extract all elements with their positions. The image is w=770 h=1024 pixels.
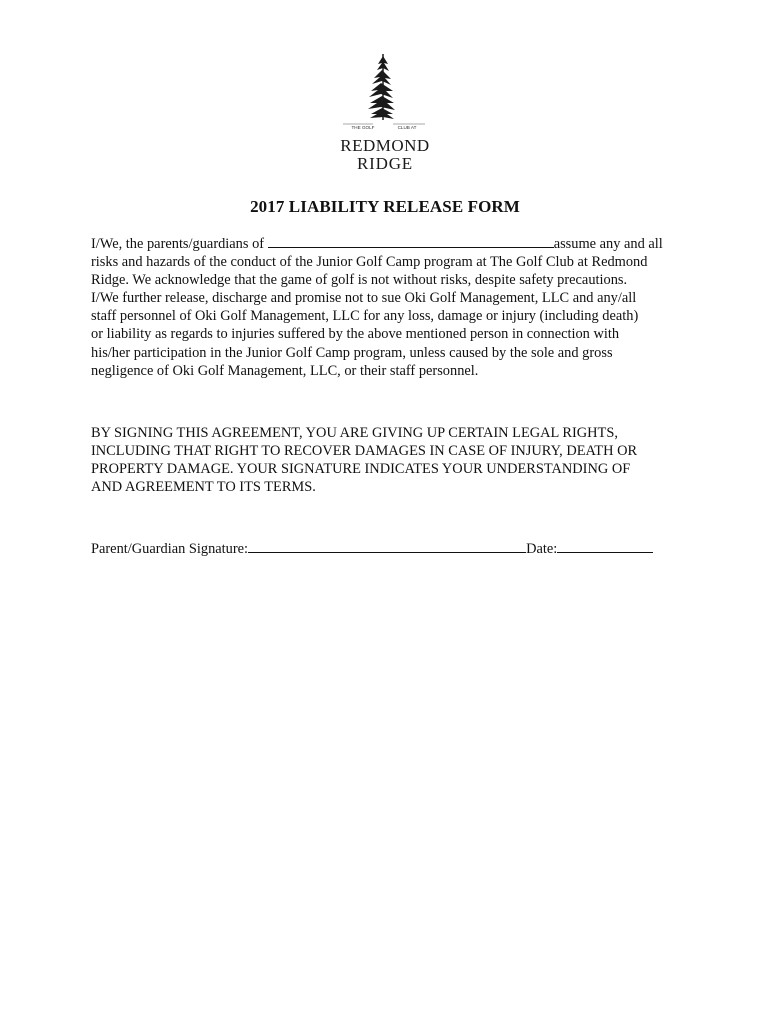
assume-risk-text: assume any and all — [553, 236, 663, 252]
signature-label: Parent/Guardian Signature: — [91, 541, 249, 557]
release-text-line: risks and hazards of the conduct of the Junior Golf Camp program at The Golf Club at Redmond — [91, 254, 648, 271]
release-text-line: Ridge. We acknowledge that the game of golf is not without risks, despite safety precautions. — [91, 272, 628, 289]
release-first-line — [91, 235, 691, 253]
logo-small-text-right: CLUB AT — [397, 125, 417, 130]
release-text-line: or liability as regards to injuries suffered by the above mentioned person in connection with — [91, 326, 620, 343]
warning-text-line: PROPERTY DAMAGE. YOUR SIGNATURE INDICATES YOUR UNDERSTANDING OF — [91, 461, 631, 478]
date-label: Date: — [526, 541, 558, 557]
warning-text-line: BY SIGNING THIS AGREEMENT, YOU ARE GIVING UP CERTAIN LEGAL RIGHTS, — [91, 425, 618, 441]
participant-name-field[interactable] — [268, 235, 554, 248]
signature-row — [91, 540, 653, 558]
release-text-line: I/We further release, discharge and promise not to sue Oki Golf Management, LLC and any/all — [91, 290, 637, 307]
logo-small-text-left: THE GOLF — [351, 125, 375, 130]
warning-text-line: AND AGREEMENT TO ITS TERMS. — [91, 479, 316, 496]
redmond-ridge-logo — [325, 50, 445, 180]
date-field[interactable] — [557, 540, 653, 553]
logo-line-ridge: RIDGE — [357, 154, 413, 173]
release-paragraph — [91, 235, 691, 380]
warning-text-line: INCLUDING THAT RIGHT TO RECOVER DAMAGES IN CASE OF INJURY, DEATH OR — [91, 443, 638, 460]
release-text-line: staff personnel of Oki Golf Management, LLC for any loss, damage or injury (including death) — [91, 308, 639, 325]
legal-rights-warning — [91, 424, 691, 496]
release-text-line: negligence of Oki Golf Management, LLC, or their staff personnel. — [91, 362, 479, 379]
logo-line-redmond: REDMOND — [340, 136, 430, 155]
signature-field[interactable] — [248, 540, 526, 553]
parents-guardians-label: I/We, the parents/guardians of — [91, 236, 265, 252]
pine-tree-logo-icon — [325, 50, 445, 180]
form-title: 2017 LIABILITY RELEASE FORM — [250, 197, 520, 216]
release-text-line: his/her participation in the Junior Golf Camp program, unless caused by the sole and gross — [91, 344, 613, 361]
